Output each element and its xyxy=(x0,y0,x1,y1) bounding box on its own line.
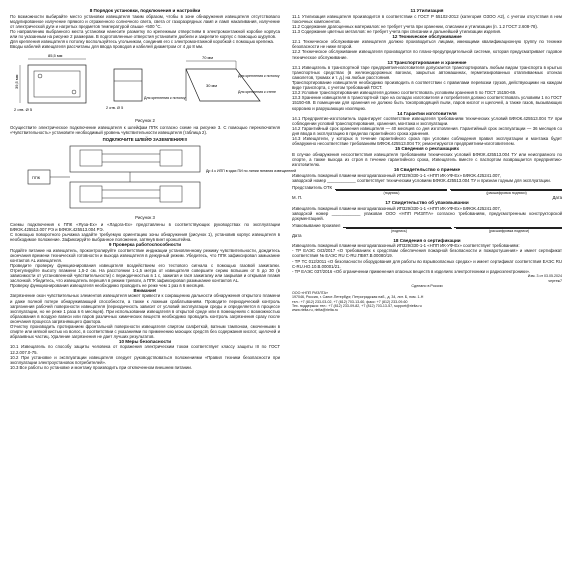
paragraph: По направлению выбранного места установки нанесите разметку по крепежным отверстиям в электромонтажной коробке корпуса или по указанным на рисунке 2 размерам. В подготовленные отверстия установите дюбели и закрепите корпус с помощью шурупов. xyxy=(10,28,280,39)
section-13-title: 13 Транспортирование и хранение xyxy=(387,59,467,65)
figure-3-title: ПОДКЛЮЧИТЕ ШЛЕЙФ ЗАЗЕМЛЕНИЯ!!! xyxy=(102,137,188,143)
name-caption: (расшифровка подписи) xyxy=(451,190,562,195)
company-phones: тел.: +7 (812) 233-03-02, +7 (812) 703-13-60, факс: +7 (812) 233-09-60 xyxy=(292,299,408,304)
figure-2-caption: Рисунок 2 xyxy=(135,117,155,123)
paragraph: 14.3 Извещатели, у которых в течение гарантийного срока при условии соблюдения правил эксплуатации и монтажа будет обнаружено несоответствие требованиям БФЮК.425513.004 ТУ, ремонтируются предприятием-изготовителем. xyxy=(292,136,562,147)
section-11-title: 11 Утилизация xyxy=(410,8,444,13)
paragraph: Извещатель пожарный пламени многодиапазонный ИП329/330-1-1 «НПП ИК-УФ-Ех» БФЮК.425241.007, xyxy=(292,205,502,211)
paragraph: С помощью поворотного рычажка задайте требуемую ориентацию зоны обнаружения (рисунок 1), установив корпус извещателя в необходимое положение. Зафиксируйте выбранное положение, затянув винт кронштейна. xyxy=(10,232,280,243)
company-web: www.rielta.ru, rielta@rielta.ru xyxy=(292,308,338,313)
paragraph: По возможности выбирайте место установки извещателя таким образом, чтобы в зоне обнаружения извещателя отсутствовало модулированное излучение прямого и отраженного солнечного света, света от газоразрядных ламп и ламп накаливания, излучение от электрической дуги и нагретых предметов температурой свыше +500 °С. xyxy=(10,13,280,29)
paragraph: 12.2 Техническое обслуживание извещателя производится по плано-предупредительной системе, которая предусматривает годовое техническое обслуживание. xyxy=(292,49,562,60)
paragraph: заводской номер ____________ упакован ООО «НПП РИЗЛТА» согласно требованиям, предусмотренным конструкторской документацией. xyxy=(292,210,562,221)
paragraph: - ТР ЕАЭС 043/2017 «О требованиях к средствам обеспечения пожарной безопасности и пожаротушения» и имеет сертификат соответствия № ЕАЭС RU C-RU.ПБ97.В.00080/19. xyxy=(292,248,562,259)
paragraph: Осуществите электрическое подключение извещателя к шлейфам ППК согласно схеме на рисунке 3. С помощью переключателя «Чувствительность» установите необходимый уровень чувствительности извещателя (таблица 2). xyxy=(10,125,280,136)
dim-lower-label: 30 мм xyxy=(206,82,218,88)
paragraph: Вводы кабелей извещателя рассчитаны для ввода проводов и кабелей диаметром от 4 до 8 мм. xyxy=(10,43,204,49)
holes-label: 2 отв. Ø 5 xyxy=(14,106,33,112)
paragraph: 11.1 Утилизация извещателя производится в соответствии с ГОСТ Р 55102-2012 (категория ОЗОО А2), с учетом отсутствия в нем токсичных компонентов. xyxy=(292,13,562,24)
stamp-label: М. П. xyxy=(292,194,303,200)
paragraph: 14.2 Гарантийный срок хранения извещателя — 40 месяцев со дня изготовления. Гарантийный срок эксплуатации — 36 месяцев со дня ввода в эксплуатацию в пределах гарантийного срока хранения. xyxy=(292,126,562,137)
ppk-block-label: ППК xyxy=(32,175,41,181)
wiring-schematic xyxy=(10,142,297,214)
mounting-dimensions-diagram xyxy=(10,51,280,117)
paragraph: В случае обнаружения несоответствия извещателя требованиям технических условий БФЮК.425513.004 ТУ или неисправного по спорте, а также выхода из строя в течение гарантийного срока, Извещатель вместе с паспортом возвращается предприятию-изготовителю. xyxy=(292,152,562,168)
figure-3-caption: Рисунок 3 xyxy=(135,215,155,221)
paragraph: - ТР ЕАЭС 037/2016 «Об ограничении применения опасных веществ в изделиях электротехники и радиоэлектроники». xyxy=(292,268,531,274)
paragraph: 13.1 Извещатель в транспортной таре предприятия-изготовителя допускается транспортировать любым видом транспорта в крытых транспортных средствах (в железнодорожных вагонах, закрытых автомашинах, герметизированных отапливаемых отсеках самолетов, трюмах и т. д.) на любые расстояния. xyxy=(292,65,562,81)
paragraph: заводской номер ____________ соответствует техническим условиям БФЮК.425513.004 ТУ и признан годным для эксплуатации. xyxy=(292,177,551,183)
paragraph: 10.3 Все работы по установке и монтажу производить при отключенном внешнем питании. xyxy=(10,364,193,370)
dim-left-label: 39,5 мм xyxy=(14,74,19,89)
paragraph: - ТР ТС 012/2011 «О безопасности оборудования для работы во взрывоопасных средах» и имеет сертификат соответствия ЕАЭС RU C-RU.НО.10.В.00001/21. xyxy=(292,258,562,269)
section-16-title: 16 Свидетельство о приемке xyxy=(393,167,461,173)
section-9-title: 9 Проверка работоспособности xyxy=(108,242,182,248)
paragraph: 12.1 Техническое обслуживание извещателя должно производиться лицами, имеющими квалификационную группу по технике безопасности не ниже второй. xyxy=(292,39,562,50)
paragraph: 13.3 Хранение извещателя в транспортной таре на складах изготовителя и потребителя должно соответствовать условиям 1 по ГОСТ 15150-69. В помещении для хранения не должно быть токопроводящей пыли, паров кислот и щелочей, а также газов, вызывающих коррозию и разрушающих изоляцию. xyxy=(292,95,562,111)
attention-label: Внимание! xyxy=(133,288,157,294)
label-ceiling-mount: Для крепления к потолку xyxy=(144,95,186,100)
signature-caption: (подпись) xyxy=(346,228,452,233)
paragraph: Извещатель пожарный пламени многодиапазонный ИП329/330-1-1 «НПП ИК-УФ-Ех» БФЮК.425241.007, xyxy=(292,172,502,178)
wiring-note xyxy=(206,169,296,173)
paragraph: Подайте питание на извещатель, проконтролируйте соответствие индикации установленному режиму чувствительности, дождитесь окончания времени технической готовности и выхода извещателя в дежурный режим. Убедитесь, что ППК зафиксировал замыкание контактов AL извещателя. xyxy=(10,248,280,264)
company-name: ООО «НПП РИЗЛТА» xyxy=(292,291,329,296)
figure-3-wiring-diagram xyxy=(10,137,297,221)
paragraph: Транспортирование извещателя необходимо производить в соответствии с правилами перевозки грузов, действующими на каждом виде транспорта, с учетом требований ГОСТ. xyxy=(292,80,562,91)
label-ceiling: Для крепления к потолку xyxy=(238,73,280,78)
issue-label: Изм. 3 от 03.05.2024 xyxy=(527,273,562,278)
section-15-title: 15 Сведения о рекламациях xyxy=(394,146,460,152)
note-holes: 2 отв. Ø 5 xyxy=(106,105,124,110)
dim-top-label: 85,5 мм xyxy=(48,52,63,58)
dim-right-label: 70 мм xyxy=(202,54,214,60)
paragraph: 13.2 Условие транспортирования извещателя должно соответствовать условиям хранения 5 по ГОСТ 15150-69. xyxy=(292,90,517,96)
paragraph: Загрязнение окон чувствительных элементов извещателя может привести к сокращению дальности обнаружения открытого пламени и даже полной потере обнаруживающей способности, а также к ложным срабатываниям. Проводите периодический контроль загрязнения рабочей поверхности извещателя (периодичность зависит от условий эксплуатации среды и определяется в процессе эксплуатации, но не реже 1 раза в 6 месяцев). При использовании извещателя в открытой среде или в помещениях с возможностью образования в воздухе взвеси или паров различных химических веществ необходимо проводить контроль загрязнения сразу после окончания процесса загрязняющего фактора. xyxy=(10,293,280,324)
section-18-title: 18 Сведения о сертификации xyxy=(393,237,461,243)
right-column xyxy=(292,8,562,562)
figure-2-mounting-drawing xyxy=(10,51,280,123)
paragraph: Извещатель пожарный пламени многодиапазонный ИП329/330-1-1 «НПП ИК-УФ-Ех» соответствует требованиям: xyxy=(292,243,520,249)
pack-label: Упаковывание произвел xyxy=(292,222,341,228)
paragraph: Проведите проверку функционирования извещателя воздействием его тестового сигнала с помощью газовой зажигалки. Отрегулируйте высоту пламени 1,5-2 см. На расстоянии 1-1,5 метра от извещателя совершите серию вспышек от 5 до 30 (в зависимости от установленной чувствительности) с периодичностью в 1 с, зажигая и гася зажигалку или закрывая и открывая пламя заслонкой. Убедитесь, что извещатель перешёл в режим тревоги, а ППК зафиксировал размыкание контактов AL. xyxy=(10,263,280,284)
section-12-title: 12 Техническое обслуживание xyxy=(392,33,462,39)
label-wall: Для крепления к стене xyxy=(238,89,276,94)
company-support: Тех. поддержка: тел.: +7 (812) 233-09-82, +7 (812) 703-13-57, support@rielta.ru xyxy=(292,304,422,309)
section-10-title: 10 Меры безопасности xyxy=(118,338,172,344)
otk-label: Представитель ОТК xyxy=(292,184,332,190)
paragraph: 10.2 При установке и эксплуатации извещателя следует руководствоваться положениями «Правил техники безопасности при эксплуатации электроустановок потребителей». xyxy=(10,354,280,365)
section-8-title: 8 Порядок установки, подключения и настройки xyxy=(89,8,201,13)
paragraph: 11.2 Содержание драгоценных материалов: не требует учета при хранении, списании и утилизации (п. 1.2 ГОСТ 2.608-78). xyxy=(292,23,538,29)
section-17-title: 17 Свидетельство об упаковывании xyxy=(385,199,469,205)
section-14-title: 14 Гарантии изготовителя xyxy=(397,110,457,116)
signature-caption: (подпись) xyxy=(336,190,447,195)
made-in-label: Сделано в России xyxy=(411,283,443,288)
pack-signature-captions xyxy=(292,228,562,233)
company-footer xyxy=(292,291,562,312)
paragraph: Схемы подключения к ППК «Яуза-Ех» и «Ладога-Ех» представлены в соответствующих руководствах по эксплуатации БФЮК.425513.007 РЭ и БФЮК.425513.004 РЭ. xyxy=(10,222,280,233)
paragraph: Отчистку производить протиранием фронтальной поверхности извещателя спиртом салфеткой, ватным тампоном, смоченными в спирте или мягкой кистью из волос, в соответствии с указаниями по применению моющих средств без содержания кислот, щелочей и абразивных частиц. Удаление загрязнения не дает лучших результатов. xyxy=(10,323,280,339)
name-caption: (расшифровка подписи) xyxy=(456,228,562,233)
date-label: Дата xyxy=(292,232,302,238)
part-label: чертеж7 xyxy=(548,278,562,283)
paragraph: Проверку функционирования извещателя необходимо проводить не реже чем 1 раз в 6 месяцев. xyxy=(10,283,205,289)
paragraph: 10.1 Извещатель по способу защиты человека от поражения электрическим током соответствует классу защиты III по ГОСТ 12.2.007.0-75. xyxy=(10,344,280,355)
date-label: Дата xyxy=(552,194,562,200)
paragraph: Для крепления извещателя к потолку воспользуйтесь угольником, соединив его с электромонтажной коробкой с помощью крепежа. xyxy=(10,38,275,44)
company-address: 197046, Россия, г. Санкт-Петербург, Петроградская наб., д. 34, лит. Б, пом. 1-Н xyxy=(292,295,424,300)
paragraph: 14.1 Предприятие-изготовитель гарантирует соответствие извещателя требованиям технических условий БФЮК.425513.004 ТУ при соблюдении условий транспортирования, хранения, монтажа и эксплуатации. xyxy=(292,116,562,127)
wiring-note-text: Др 4 к ИПП в ядах ПИ по линии питания извещателей xyxy=(206,169,297,174)
paragraph: 11.3 Содержание цветных металлов: не требует учета при списании и дальнейшей утилизации изделия. xyxy=(292,28,502,34)
